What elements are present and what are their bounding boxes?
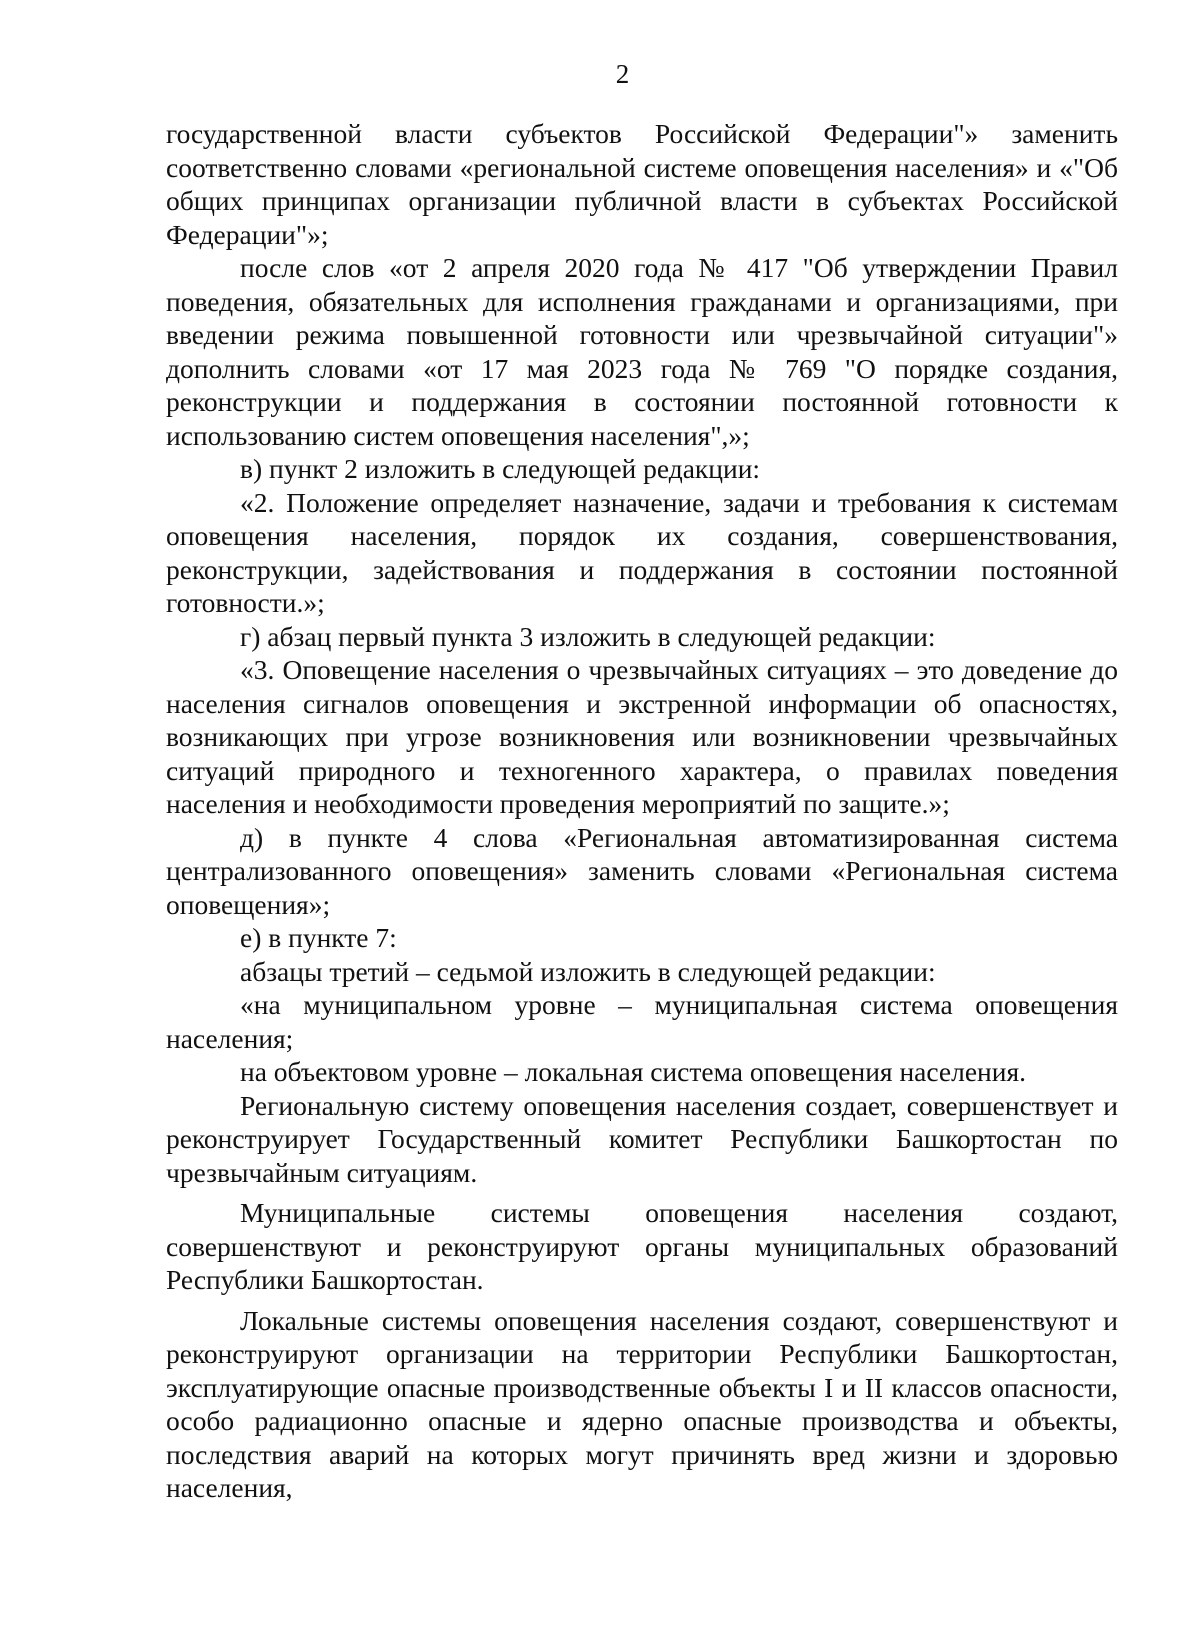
paragraph-after-words-decree-417: после слов «от 2 апреля 2020 года № 417 "Об утверждении Правил поведения, обязательных для исполнения гражданами и организациями, при введении режима повышенной готовности или чрезвычайной ситуации"» дополнить словами «от 17 мая 2023 года № 769 "О порядке создания, реконструкции и поддержания в состоянии постоянной готовности к использованию систем оповещения населения",»; [166, 252, 1118, 451]
paragraph-item-g: г) абзац первый пункта 3 изложить в следующей редакции: [240, 620, 936, 652]
paragraph-municipal-level: «на муниципальном уровне – муниципальная система оповещения населения; [166, 989, 1118, 1054]
paragraph-clause-2: «2. Положение определяет назначение, задачи и требования к системам оповещения населения, порядок их создания, совершенствования, реконструкции, задействования и поддержания в состоянии постоянной готовности.»; [166, 486, 1118, 618]
paragraph-object-level: на объектовом уровне – локальная система оповещения населения. [240, 1056, 1027, 1087]
paragraph-municipal-systems: Муниципальные системы оповещения населения создают, совершенствуют и реконструируют органы муниципальных образований Республики Башкортостан. [166, 1197, 1118, 1295]
paragraph-clause-3: «3. Оповещение населения о чрезвычайных ситуациях – это доведение до населения сигналов оповещения и экстренной информации об опасностях, возникающих при угрозе возникновения или возникновении чрезвычайных ситуаций природного и техногенного характера, о правилах поведения населения и необходимости проведения мероприятий по защите.»; [166, 654, 1118, 819]
document-body [166, 117, 1118, 1505]
paragraph-item-d: д) в пункте 4 слова «Региональная автоматизированная система централизованного оповещения» заменить словами «Региональная система оповещения»; [166, 821, 1118, 920]
paragraph-continuation-region-system: государственной власти субъектов Российской Федерации"» заменить соответственно словами «региональной системе оповещения населения» и «"Об общих принципах организации публичной власти в субъектах Российской Федерации"»; [166, 118, 1118, 250]
paragraph-subitems-third-seventh: абзацы третий – седьмой изложить в следующей редакции: [240, 955, 936, 987]
paragraph-local-systems: Локальные системы оповещения населения создают, совершенствуют и реконструируют организации на территории Республики Башкортостан, эксплуатирующие опасные производственные объекты I и II классов опасности, особо радиационно опасные и ядерно опасные производства и объекты, последствия аварий на которых могут причинять вред жизни и здоровью населения, [166, 1304, 1118, 1503]
paragraph-regional-system: Региональную систему оповещения населения создает, совершенствует и реконструирует Государственный комитет Республики Башкортостан по чрезвычайным ситуациям. [166, 1089, 1118, 1188]
page-number: 2 [615, 59, 630, 89]
paragraph-item-v: в) пункт 2 изложить в следующей редакции: [240, 453, 761, 484]
paragraph-item-e: е) в пункте 7: [240, 922, 397, 953]
